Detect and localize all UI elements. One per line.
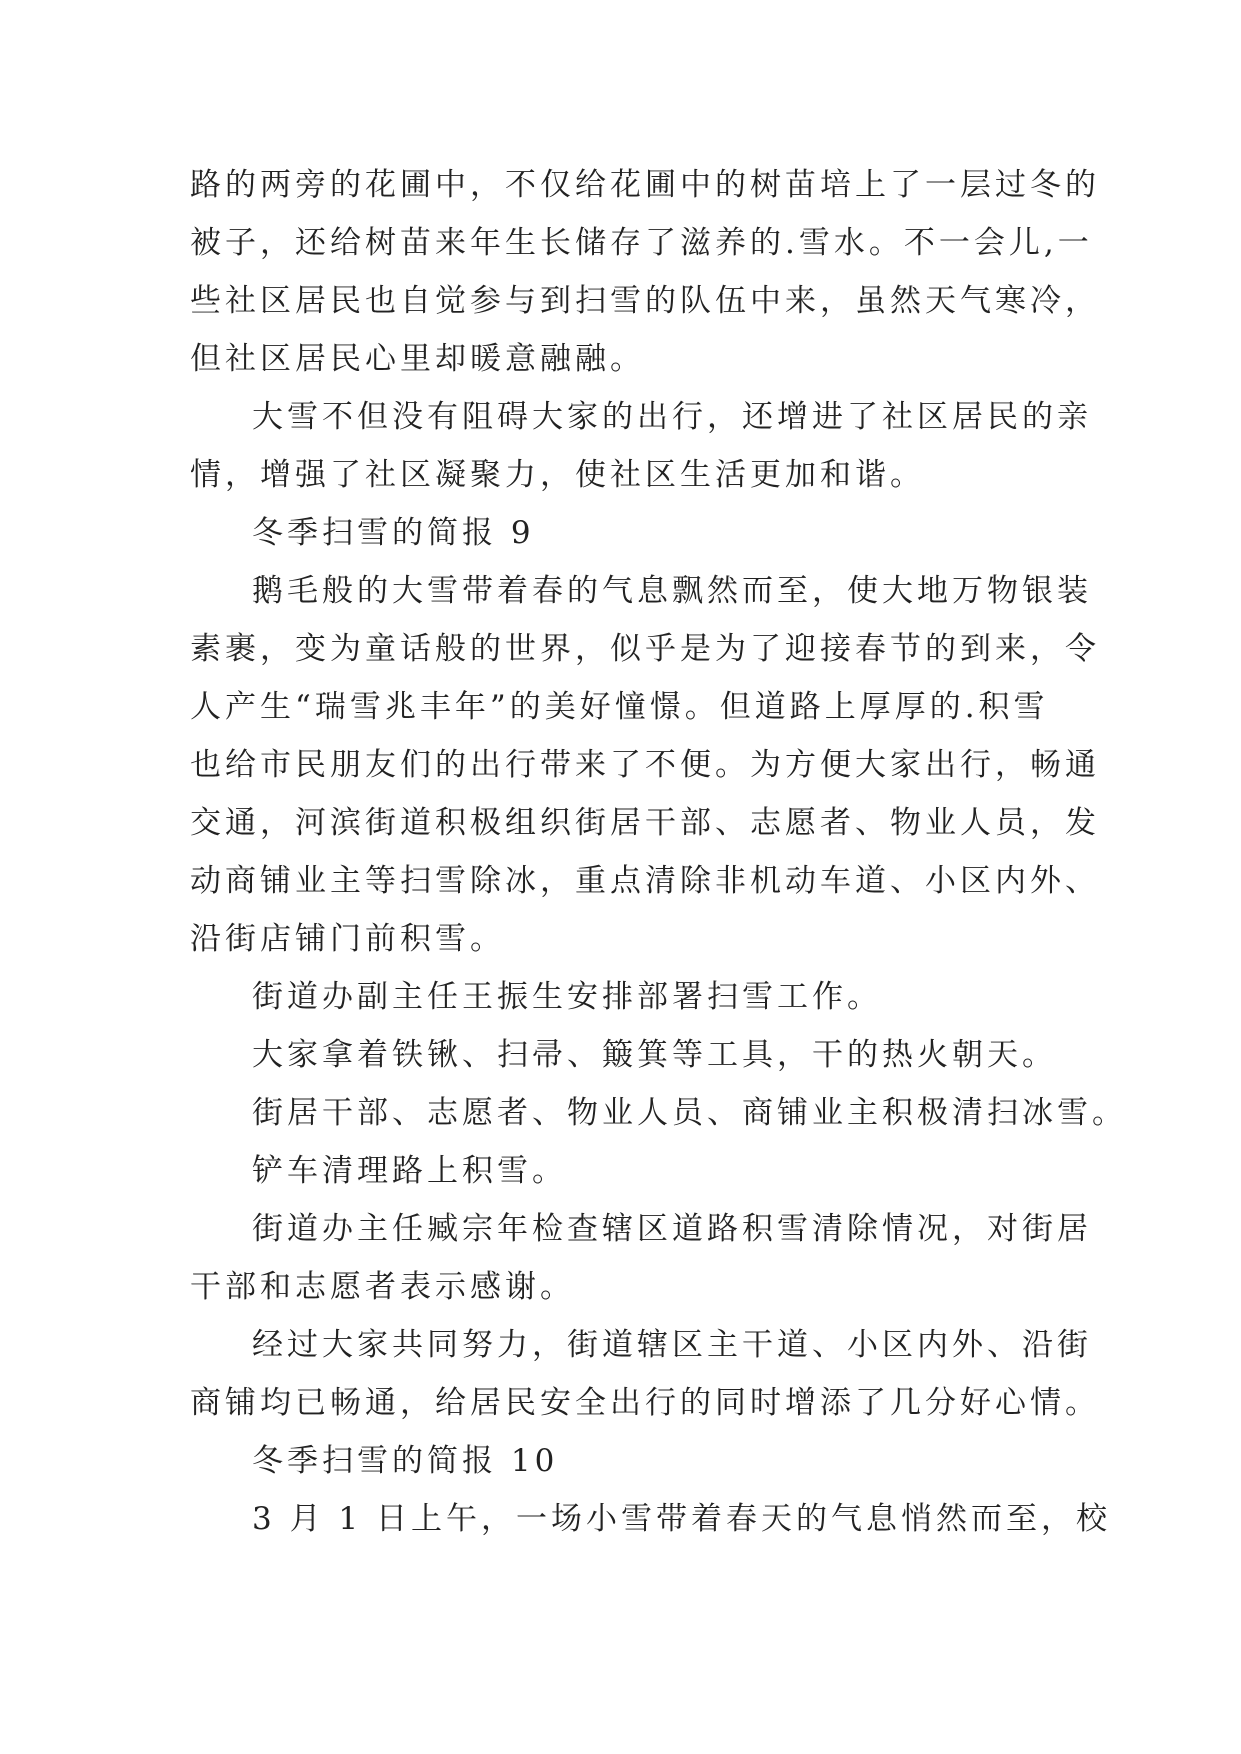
text-line: 街居干部、志愿者、物业人员、商铺业主积极清扫冰雪。 bbox=[252, 1095, 1127, 1131]
text-line: 经过大家共同努力，街道辖区主干道、小区内外、沿街 bbox=[252, 1327, 1092, 1363]
text-line: 素裹，变为童话般的世界，似乎是为了迎接春节的到来，令 bbox=[190, 631, 1100, 667]
text-line: 沿街店铺门前积雪。 bbox=[190, 921, 505, 957]
text-line: 大雪不但没有阻碍大家的出行，还增进了社区居民的亲 bbox=[252, 399, 1092, 435]
text-line: 些社区居民也自觉参与到扫雪的队伍中来，虽然天气寒冷， bbox=[190, 283, 1100, 319]
text-line: 但社区居民心里却暖意融融。 bbox=[190, 341, 645, 377]
text-line: 动商铺业主等扫雪除冰，重点清除非机动车道、小区内外、 bbox=[190, 863, 1100, 899]
section-heading: 冬季扫雪的简报 10 bbox=[252, 1443, 559, 1479]
text-line: 铲车清理路上积雪。 bbox=[252, 1153, 567, 1189]
text-line: 鹅毛般的大雪带着春的气息飘然而至，使大地万物银装 bbox=[252, 573, 1092, 609]
text-line: 也给市民朋友们的出行带来了不便。为方便大家出行，畅通 bbox=[190, 747, 1100, 783]
text-line: 街道办主任臧宗年检查辖区道路积雪清除情况，对街居 bbox=[252, 1211, 1092, 1247]
text-line: 街道办副主任王振生安排部署扫雪工作。 bbox=[252, 979, 882, 1015]
text-line: 被子，还给树苗来年生长储存了滋养的.雪水。不一会儿,一 bbox=[190, 225, 1093, 261]
section-heading: 冬季扫雪的简报 9 bbox=[252, 515, 535, 551]
text-line: 人产生“瑞雪兆丰年”的美好憧憬。但道路上厚厚的.积雪 bbox=[190, 689, 1049, 725]
text-line: 路的两旁的花圃中，不仅给花圃中的树苗培上了一层过冬的 bbox=[190, 167, 1100, 203]
text-line: 商铺均已畅通，给居民安全出行的同时增添了几分好心情。 bbox=[190, 1385, 1100, 1421]
text-line: 交通，河滨街道积极组织街居干部、志愿者、物业人员，发 bbox=[190, 805, 1100, 841]
text-line: 情，增强了社区凝聚力，使社区生活更加和谐。 bbox=[190, 457, 925, 493]
text-line: 干部和志愿者表示感谢。 bbox=[190, 1269, 575, 1305]
text-line: 3 月 1 日上午，一场小雪带着春天的气息悄然而至，校 bbox=[252, 1501, 1112, 1537]
text-line: 大家拿着铁锹、扫帚、簸箕等工具，干的热火朝天。 bbox=[252, 1037, 1057, 1073]
